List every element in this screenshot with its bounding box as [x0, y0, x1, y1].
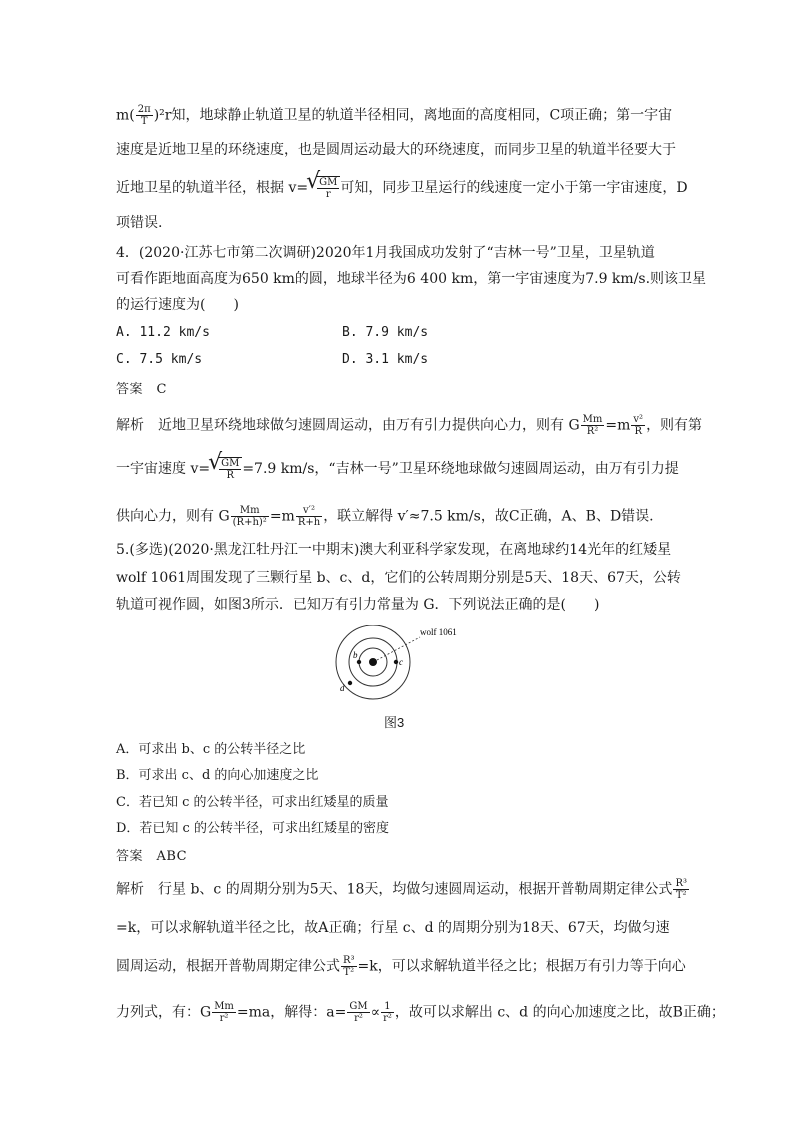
text-segment: 力列式，有：G [116, 1004, 212, 1021]
q4-stem-line-3: 的运行速度为( ) [116, 297, 239, 313]
fraction-denominator: R² [586, 426, 599, 437]
text-segment: ∝ [370, 1004, 381, 1021]
text-segment: 近地卫星的轨道半径，根据 v= [116, 180, 309, 196]
text-segment: =m [605, 417, 631, 434]
fraction [631, 414, 645, 437]
fraction [673, 878, 689, 901]
q5-option-c: C．若已知 c 的公转半径，可求出红矮星的质量 [116, 795, 389, 810]
para-line-2: 速度是近地卫星的环绕速度，也是圆周运动最大的环绕速度，而同步卫星的轨道半径要大于 [116, 142, 676, 158]
text-segment: 解析 行星 b、c 的周期分别为5天、18天，均做匀速圆周运动，根据开普勒周期定律公式 [116, 881, 673, 898]
text-segment: ，则有第 [646, 417, 703, 434]
label-d: d [340, 683, 345, 693]
text-segment: ，故可以求解出 c、d 的向心加速度之比，故B正确； [394, 1004, 725, 1021]
text-segment: 供向心力，则有 G [116, 508, 230, 525]
q4-stem-line-1: 4．(2020·江苏七市第二次调研)2020年1月我国成功发射了“吉林一号”卫星，卫星轨道 [116, 245, 655, 261]
figure-caption: 图3 [384, 715, 405, 730]
text-segment: 解析 近地卫星环绕地球做匀速圆周运动，由万有引力提供向心力，则有 G [116, 417, 580, 434]
text-segment: =7.9 km/s，“吉林一号”卫星环绕地球做匀速圆周运动，由万有引力提 [242, 461, 679, 477]
fraction [581, 414, 605, 437]
text-segment: m( [116, 107, 135, 124]
q4-option-a: A. 11.2 km/s [116, 325, 210, 340]
q4-solution-line-3 [116, 505, 654, 528]
fraction-2pi-over-T [136, 104, 153, 127]
fraction-denominator: r² [354, 1013, 363, 1024]
fraction [219, 458, 241, 481]
fraction-denominator: r [325, 189, 331, 200]
text-segment: )²r知，地球静止轨道卫星的轨道半径相同，离地面的高度相同，C项正确；第一宇宙 [153, 107, 673, 124]
fraction-denominator: R+h [297, 517, 321, 528]
q4-option-d: D. 3.1 km/s [342, 352, 429, 367]
q4-option-c: C. 7.5 km/s [116, 352, 203, 367]
sqrt-GM-over-r [308, 176, 340, 200]
q5-option-b: B．可求出 c、d 的向心加速度之比 [116, 768, 319, 783]
fraction-numerator: 2π [137, 104, 151, 115]
q5-solution-line-3 [116, 955, 686, 978]
fraction-numerator: R³ [675, 878, 687, 889]
fraction [296, 505, 322, 528]
star-label: wolf 1061 [420, 627, 457, 637]
q4-solution-line-1 [116, 414, 702, 437]
fraction-numerator: √ GM [319, 177, 338, 188]
q5-solution-line-2: =k，可以求解轨道半径之比，故A正确；行星 c、d 的周期分别为18天、67天，均做匀速 [116, 920, 670, 936]
fraction-denominator: T² [675, 890, 687, 901]
fraction-numerator: 1 [381, 1001, 394, 1013]
fraction-numerator: GM [349, 1001, 368, 1012]
planet-d [348, 681, 352, 685]
fraction-numerator: √ GM [221, 458, 240, 469]
label-b: b [353, 650, 358, 660]
star-wolf-1061 [369, 658, 377, 666]
q4-option-b: B. 7.9 km/s [342, 325, 429, 340]
q5-stem-line-2: wolf 1061周围发现了三颗行星 b、c、d，它们的公转周期分别是5天、18天、67天，公转 [116, 570, 681, 586]
para-line-4: 项错误. [116, 215, 163, 231]
q4-solution-line-2 [116, 457, 679, 481]
q4-answer: 答案 C [116, 382, 167, 397]
para-line-3 [116, 176, 688, 200]
fraction-numerator: Mm [214, 1001, 234, 1012]
fraction-numerator: v′² [296, 505, 322, 517]
q5-solution-line-1 [116, 878, 690, 901]
planet-c [394, 660, 398, 664]
planet-b [357, 660, 361, 664]
fraction-denominator: R [634, 426, 642, 437]
fraction [381, 1001, 394, 1024]
fraction [347, 1001, 369, 1024]
fraction-numerator: v² [633, 414, 644, 425]
q5-solution-line-4 [116, 1001, 725, 1024]
para-line-1 [116, 104, 672, 127]
fraction [231, 505, 269, 528]
fraction-numerator: Mm [582, 414, 603, 425]
fraction-denominator: T [140, 116, 148, 127]
text-segment: 一宇宙速度 v= [116, 461, 211, 477]
orbit-diagram [320, 625, 480, 705]
fraction-denominator: T² [343, 967, 355, 978]
q5-stem-line-1: 5.(多选)(2020·黑龙江牡丹江一中期末)澳大利亚科学家发现，在离地球约14光年的红矮星 [116, 542, 672, 558]
q5-answer: 答案 ABC [116, 849, 188, 864]
q4-stem-line-2: 可看作距地面高度为650 km的圆，地球半径为6 400 km，第一宇宙速度为7.9 km/s.则该卫星 [116, 271, 707, 287]
text-segment: =k，可以求解轨道半径之比；根据万有引力等于向心 [357, 958, 686, 975]
fraction [317, 177, 339, 200]
fraction-numerator: R³ [343, 955, 355, 966]
fraction-numerator: Mm [231, 505, 269, 517]
text-segment: =ma，解得：a= [236, 1004, 347, 1021]
label-c: c [399, 657, 403, 667]
sqrt-GM-over-R [210, 457, 242, 481]
fraction [212, 1001, 236, 1024]
text-segment: 可知，同步卫星运行的线速度一定小于第一宇宙速度，D [340, 180, 688, 196]
q5-option-d: D．若已知 c 的公转半径，可求出红矮星的密度 [116, 821, 389, 836]
q5-stem-line-3: 轨道可视作圆，如图3所示．已知万有引力常量为 G．下列说法正确的是( ) [116, 597, 600, 613]
text-segment: =m [269, 508, 295, 525]
fraction-denominator: r² [383, 1013, 392, 1024]
fraction-denominator: R [226, 470, 234, 481]
text-segment: ，联立解得 v′≈7.5 km/s，故C正确，A、B、D错误. [323, 508, 654, 525]
fraction-denominator: r² [219, 1013, 229, 1024]
q5-option-a: A．可求出 b、c 的公转半径之比 [116, 742, 306, 757]
fraction-denominator: (R+h)² [232, 517, 267, 528]
fraction [341, 955, 357, 978]
text-segment: 圆周运动，根据开普勒周期定律公式 [116, 958, 340, 975]
